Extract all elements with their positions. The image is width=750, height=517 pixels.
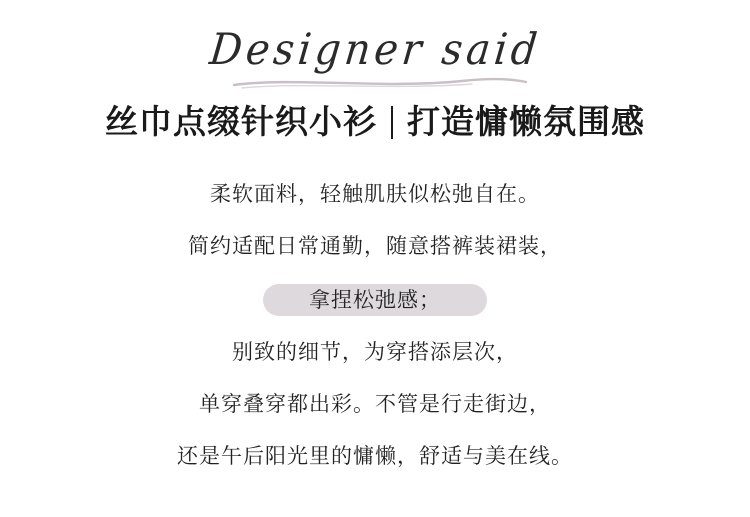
highlight-pill: 拿捏松弛感； xyxy=(263,284,487,316)
body-copy xyxy=(0,168,750,482)
body-line: 简约适配日常通勤，随意搭裤装裙装， xyxy=(188,234,562,258)
page-title-left: 丝巾点缀针织小衫 xyxy=(105,102,377,141)
script-header xyxy=(0,14,750,86)
body-line: 还是午后阳光里的慵懒，舒适与美在线。 xyxy=(177,444,573,468)
page-title-right: 打造慵懒氛围感 xyxy=(407,102,645,141)
script-underline-stroke xyxy=(232,76,528,90)
body-line: 柔软面料，轻触肌肤似松弛自在。 xyxy=(210,182,540,206)
body-line: 单穿叠穿都出彩。不管是行走街边， xyxy=(199,392,551,416)
body-line-highlight xyxy=(0,272,750,326)
script-header-text: Designer said xyxy=(207,25,543,75)
body-line: 别致的细节，为穿搭添层次， xyxy=(232,340,518,364)
title-divider xyxy=(391,106,393,139)
page-title xyxy=(0,100,750,144)
